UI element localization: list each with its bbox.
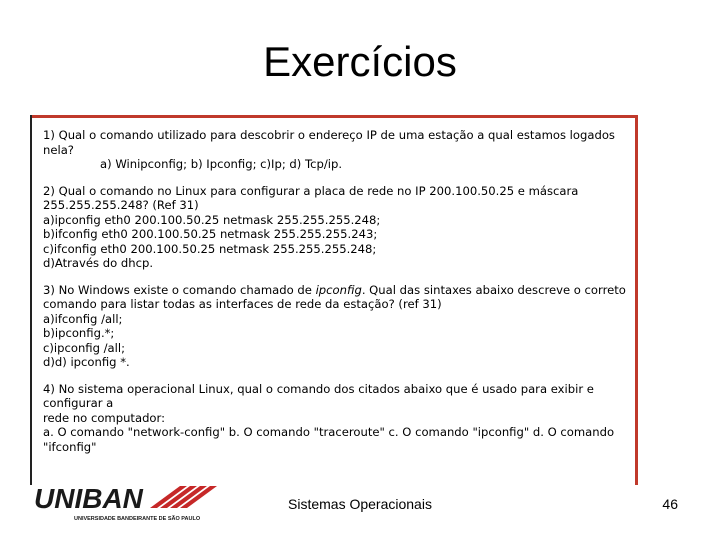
logo-stripes [150, 486, 217, 508]
slide-title: Exercícios [263, 38, 457, 85]
question-2-text-cont: 255.255.255.248? (Ref 31) [43, 198, 199, 212]
question-1-text: 1) Qual o comando utilizado para descobrir o endereço IP de uma estação a qual estamos logados nela? [43, 128, 615, 157]
question-3-option-d: d)d) ipconfig *. [43, 355, 130, 369]
question-2-option-b: b)ifconfig eth0 200.100.50.25 netmask 255.255.255.243; [43, 227, 378, 241]
question-3-emphasis: ipconfig [315, 282, 362, 297]
logo-wordmark: UNIBAN [34, 483, 143, 514]
question-4-options: a. O comando "network-config" b. O comando "traceroute" c. O comando "ipconfig" d. O comando [43, 425, 615, 439]
frame-left-border [30, 115, 32, 485]
footer-course-name: Sistemas Operacionais [288, 496, 432, 512]
question-3-text-b: . Qual das sintaxes abaixo descreve o correto [361, 282, 626, 297]
question-3-text-a: 3) No Windows existe o comando chamado de [43, 282, 316, 297]
question-3-option-b: b)ipconfig.*; [43, 326, 115, 340]
question-4-options-cont: "ifconfig" [43, 439, 97, 454]
question-1 [43, 128, 643, 172]
question-4-text-cont: configurar a [43, 396, 114, 410]
question-1-options: a) Winipconfig; b) Ipconfig; c)Ip; d) Tcp/ip. [100, 157, 343, 171]
question-4-text-cont2: rede no computador: [43, 410, 165, 425]
question-3 [43, 283, 643, 370]
question-3-text [43, 283, 643, 298]
question-3-text-cont: comando para listar todas as interfaces de rede da estação? (ref 31) [43, 297, 442, 311]
question-3-option-c: c)ipconfig /all; [43, 340, 125, 355]
question-2 [43, 184, 643, 271]
question-4 [43, 382, 643, 455]
question-2-text: 2) Qual o comando no Linux para configurar a placa de rede no IP 200.100.50.25 e máscara [43, 183, 579, 198]
question-3-option-a: a)ifconfig /all; [43, 311, 123, 326]
page-number: 46 [662, 496, 678, 512]
question-2-option-d: d)Através do dhcp. [43, 256, 154, 270]
exercise-list [43, 128, 643, 466]
frame-top-border [30, 115, 638, 118]
logo-subtitle: UNIVERSIDADE BANDEIRANTE DE SÃO PAULO [74, 516, 201, 522]
uniban-logo [30, 478, 230, 528]
question-2-option-a: a)ipconfig eth0 200.100.50.25 netmask 255.255.255.248; [43, 212, 381, 227]
question-2-option-c: c)ifconfig eth0 200.100.50.25 netmask 255.255.255.248; [43, 241, 377, 256]
question-4-text: 4) No sistema operacional Linux, qual o comando dos citados abaixo que é usado para exibir e [43, 381, 594, 396]
